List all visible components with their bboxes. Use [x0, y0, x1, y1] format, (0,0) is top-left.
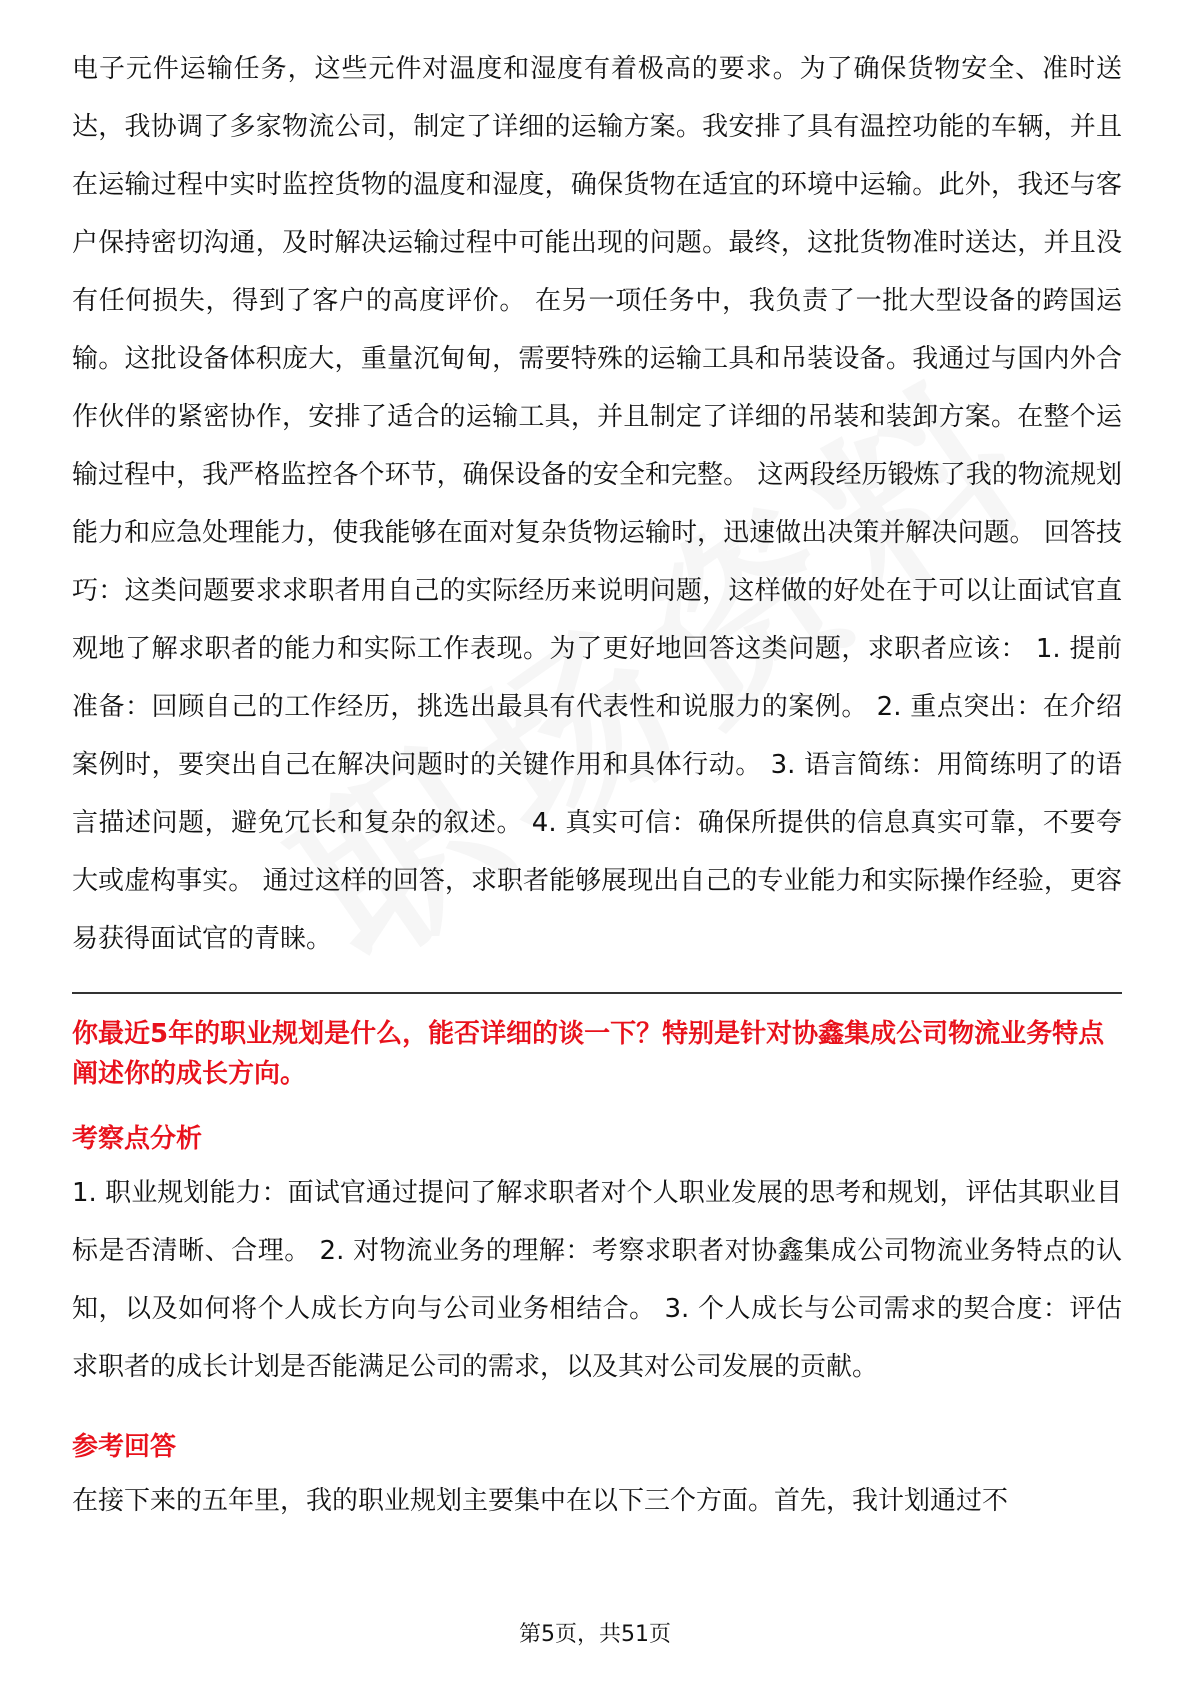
body-paragraph: 电子元件运输任务，这些元件对温度和湿度有着极高的要求。为了确保货物安全、准时送达，我协调了多家物流公司，制定了详细的运输方案。我安排了具有温控功能的车辆，并且在运输过程中实时监控货物的温度和湿度，确保货物在适宜的环境中运输。此外，我还与客户保持密切沟通，及时解决运输过程中可能出现的问题。最终，这批货物准时送达，并且没有任何损失，得到了客户的高度评价。 在另一项任务中，我负责了一批大型设备的跨国运输。这批设备体积庞大，重量沉甸甸，需要特殊的运输工具和吊装设备。我通过与国内外合作伙伴的紧密协作，安排了适合的运输工具，并且制定了详细的吊装和装卸方案。在整个运输过程中，我严格监控各个环节，确保设备的安全和完整。 这两段经历锻炼了我的物流规划能力和应急处理能力，使我能够在面对复杂货物运输时，迅速做出决策并解决问题。 回答技巧：这类问题要求求职者用自己的实际经历来说明问题，这样做的好处在于可以让面试官直观地了解求职者的能力和实际工作表现。为了更好地回答这类问题，求职者应该： 1. 提前准备：回顾自己的工作经历，挑选出最具有代表性和说服力的案例。 2. 重点突出：在介绍案例时，要突出自己在解决问题时的关键作用和具体行动。 3. 语言简练：用简练明了的语言描述问题，避免冗长和复杂的叙述。 4. 真实可信：确保所提供的信息真实可靠，不要夸大或虚构事实。 通过这样的回答，求职者能够展现出自己的专业能力和实际操作经验，更容易获得面试官的青睐。 [72, 54, 1122, 954]
answer-paragraph: 在接下来的五年里，我的职业规划主要集中在以下三个方面。首先，我计划通过不 [72, 1486, 1009, 1516]
section-divider [72, 992, 1122, 994]
page-content [72, 40, 1122, 1530]
interview-question: 你最近5年的职业规划是什么，能否详细的谈一下？特别是针对协鑫集成公司物流业务特点阐述你的成长方向。 [72, 1019, 1105, 1089]
analysis-heading: 考察点分析 [72, 1124, 203, 1154]
analysis-paragraph: 1. 职业规划能力：面试官通过提问了解求职者对个人职业发展的思考和规划，评估其职业目标是否清晰、合理。 2. 对物流业务的理解：考察求职者对协鑫集成公司物流业务特点的认知，以及如何将个人成长方向与公司业务相结合。 3. 个人成长与公司需求的契合度：评估求职者的成长计划是否能满足公司的需求，以及其对公司发展的贡献。 [72, 1178, 1122, 1382]
answer-heading: 参考回答 [72, 1432, 177, 1462]
page-footer: 第5页，共51页 [519, 1622, 671, 1647]
